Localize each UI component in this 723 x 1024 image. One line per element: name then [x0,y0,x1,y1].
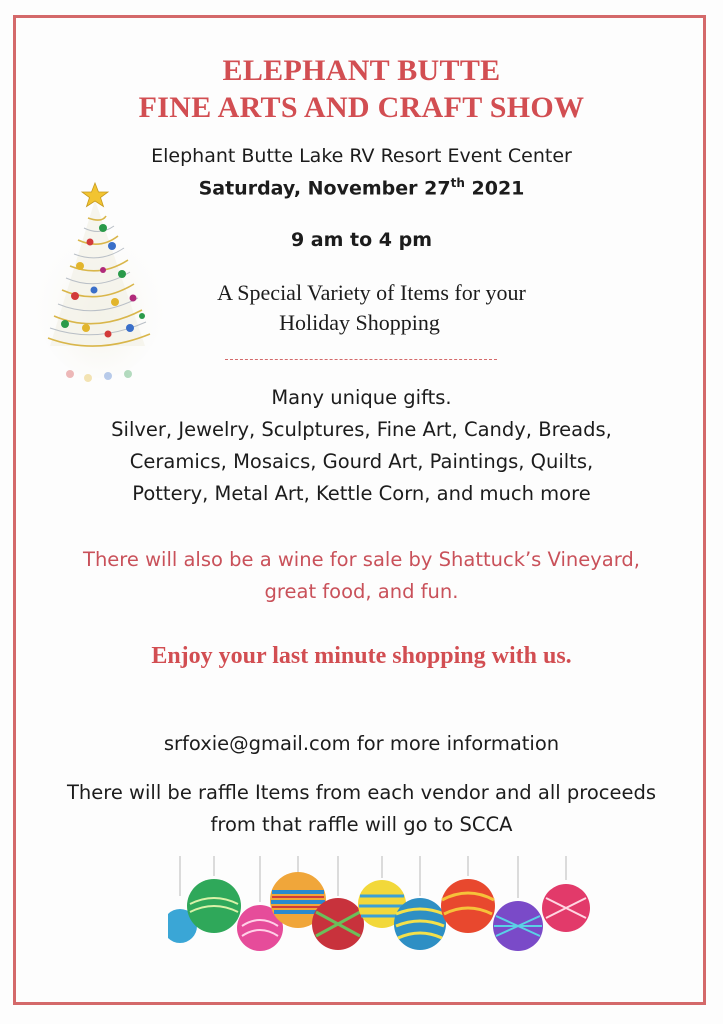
wine-line-1: There will also be a wine for sale by Shattuck’s Vineyard, [83,548,640,571]
ornaments-illustration [168,856,598,958]
enjoy-text: Enjoy your last minute shopping with us. [151,643,572,669]
title-line-2: FINE ARTS AND CRAFT SHOW [138,91,585,124]
title-line-1: ELEPHANT BUTTE [222,54,501,87]
wine-line-2: great food, and fun. [264,580,459,603]
gifts-line-3: Ceramics, Mosaics, Gourd Art, Paintings, Quilts, [129,450,594,473]
special-line-1: A Special Variety of Items for your [217,280,526,305]
date-suffix: th [450,176,465,190]
gifts-line-4: Pottery, Metal Art, Kettle Corn, and much more [132,482,591,505]
gifts-line-2: Silver, Jewelry, Sculptures, Fine Art, Candy, Breads, [111,418,612,441]
dashed-divider [225,359,497,360]
gifts-line-1: Many unique gifts. [271,386,452,409]
christmas-tree-icon [30,178,180,393]
contact-text: srfoxie@gmail.com for more information [163,732,560,755]
special-line-2: Holiday Shopping [279,310,440,335]
date-year: 2021 [464,177,525,200]
date-prefix: Saturday, November 27 [198,177,451,200]
venue-text: Elephant Butte Lake RV Resort Event Center [151,145,572,167]
raffle-line-1: There will be raffle Items from each vendor and all proceeds [66,781,657,804]
raffle-line-2: from that raffle will go to SCCA [210,813,513,836]
event-hours: 9 am to 4 pm [290,229,433,251]
